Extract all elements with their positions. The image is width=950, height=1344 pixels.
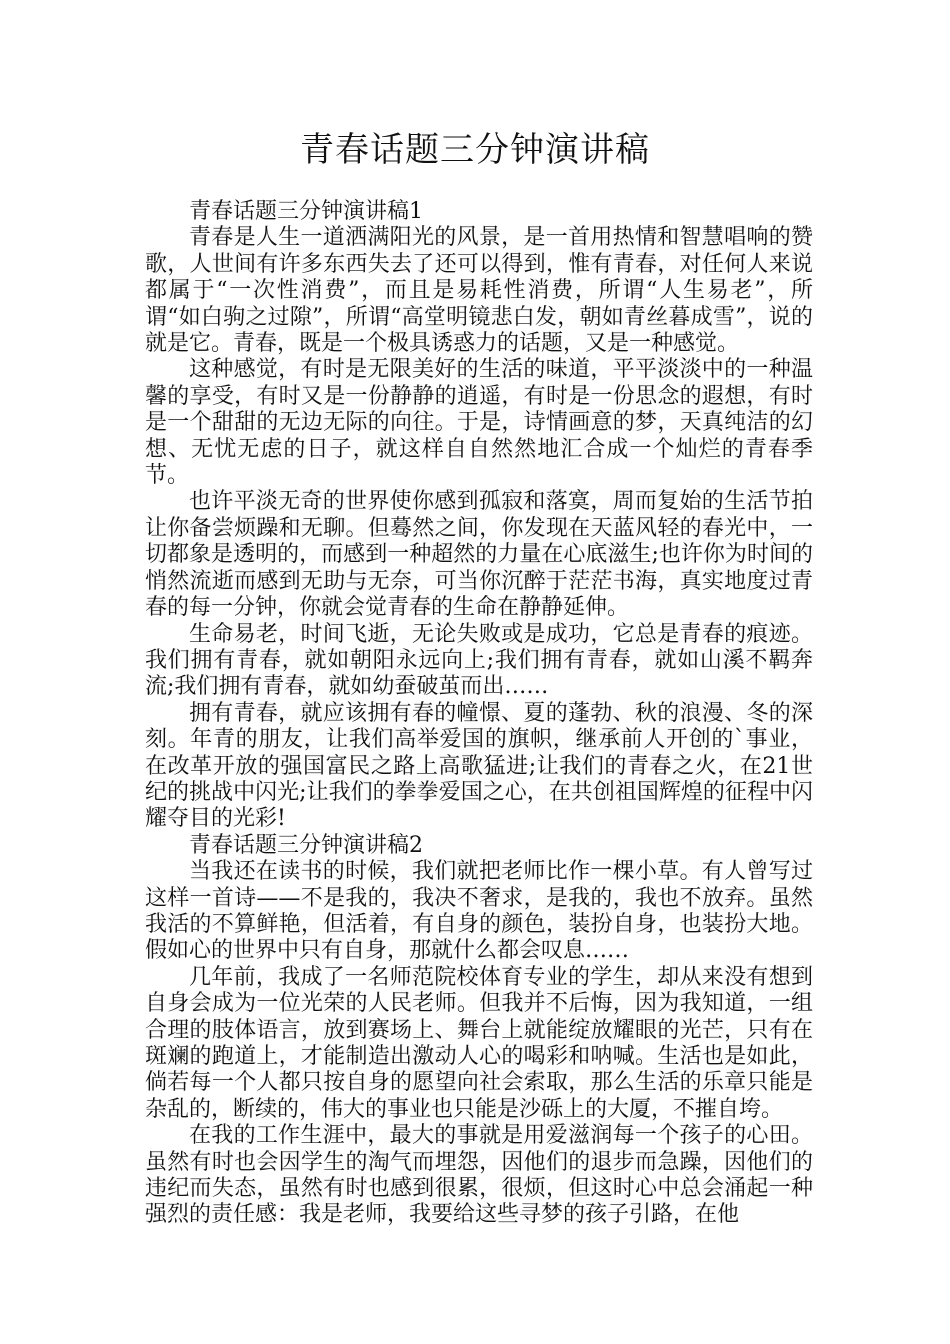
paragraph: 在我的工作生涯中，最大的事就是用爱滋润每一个孩子的心田。虽然有时也会因学生的淘气而埋怨，因他们的退步而急躁，因他们的违纪而失态，虽然有时也感到很累，很烦，但这时心中总会涌起一种强烈的责任感：我是老师，我要给这些寻梦的孩子引路，在他 xyxy=(145,1123,813,1228)
section-heading-2: 青春话题三分钟演讲稿2 xyxy=(189,832,423,858)
paragraph: 这种感觉，有时是无限美好的生活的味道，平平淡淡中的一种温馨的享受，有时又是一份静静的逍遥，有时是一份思念的遐想，有时是一个甜甜的无边无际的向往。于是，诗情画意的梦，天真纯洁的幻想、无忧无虑的日子，就这样自自然然地汇合成一个灿烂的青春季节。 xyxy=(145,357,813,489)
section-heading-1: 青春话题三分钟演讲稿1 xyxy=(189,199,423,224)
paragraph: 当我还在读书的时候，我们就把老师比作一棵小草。有人曾写过这样一首诗——不是我的，我决不奢求，是我的，我也不放弃。虽然我活的不算鲜艳，但活着，有自身的颜色，装扮自身，也装扮大地。假如心的世界中只有自身，那就什么都会叹息…… xyxy=(145,859,813,964)
paragraph: 几年前，我成了一名师范院校体育专业的学生，却从来没有想到自身会成为一位光荣的人民老师。但我并不后悔，因为我知道，一组合理的肢体语言，放到赛场上、舞台上就能绽放耀眼的光芒，只有在斑斓的跑道上，才能制造出激动人心的喝彩和呐喊。生活也是如此，倘若每一个人都只按自身的愿望向社会索取，那么生活的乐章只能是杂乱的，断续的，伟大的事业也只能是沙砾上的大厦，不摧自垮。 xyxy=(145,964,813,1122)
paragraph: 也许平淡无奇的世界使你感到孤寂和落寞，周而复始的生活节拍让你备尝烦躁和无聊。但蓦然之间，你发现在天蓝风轻的春光中，一切都象是透明的，而感到一种超然的力量在心底滋生;也许你为时间的悄然流逝而感到无助与无奈，可当你沉醉于茫茫书海，真实地度过青春的每一分钟，你就会觉青春的生命在静静延伸。 xyxy=(145,489,813,621)
paragraph: 青春是人生一道洒满阳光的风景，是一首用热情和智慧唱响的赞歌，人世间有许多东西失去了还可以得到，惟有青春，对任何人来说都属于“一次性消费”，而且是易耗性消费，所谓“人生易老”，所谓“如白驹之过隙”，所谓“高堂明镜悲白发，朝如青丝暮成雪”，说的就是它。青春，既是一个极具诱惑力的话题，又是一种感觉。 xyxy=(145,225,813,357)
document-body xyxy=(145,199,813,1229)
paragraph: 生命易老，时间飞逝，无论失败或是成功，它总是青春的痕迹。我们拥有青春，就如朝阳永远向上;我们拥有青春，就如山溪不羁奔流;我们拥有青春，就如幼蚕破茧而出…… xyxy=(145,621,813,700)
document-title: 青春话题三分钟演讲稿 xyxy=(300,130,650,170)
paragraph: 拥有青春，就应该拥有春的幢憬、夏的蓬勃、秋的浪漫、冬的深刻。年青的朋友，让我们高举爱国的旗帜，继承前人开创的`事业，在改革开放的强国富民之路上高歌猛进;让我们的青春之火，在21世纪的挑战中闪光;让我们的拳拳爱国之心，在共创祖国辉煌的征程中闪耀夺目的光彩! xyxy=(145,700,813,832)
